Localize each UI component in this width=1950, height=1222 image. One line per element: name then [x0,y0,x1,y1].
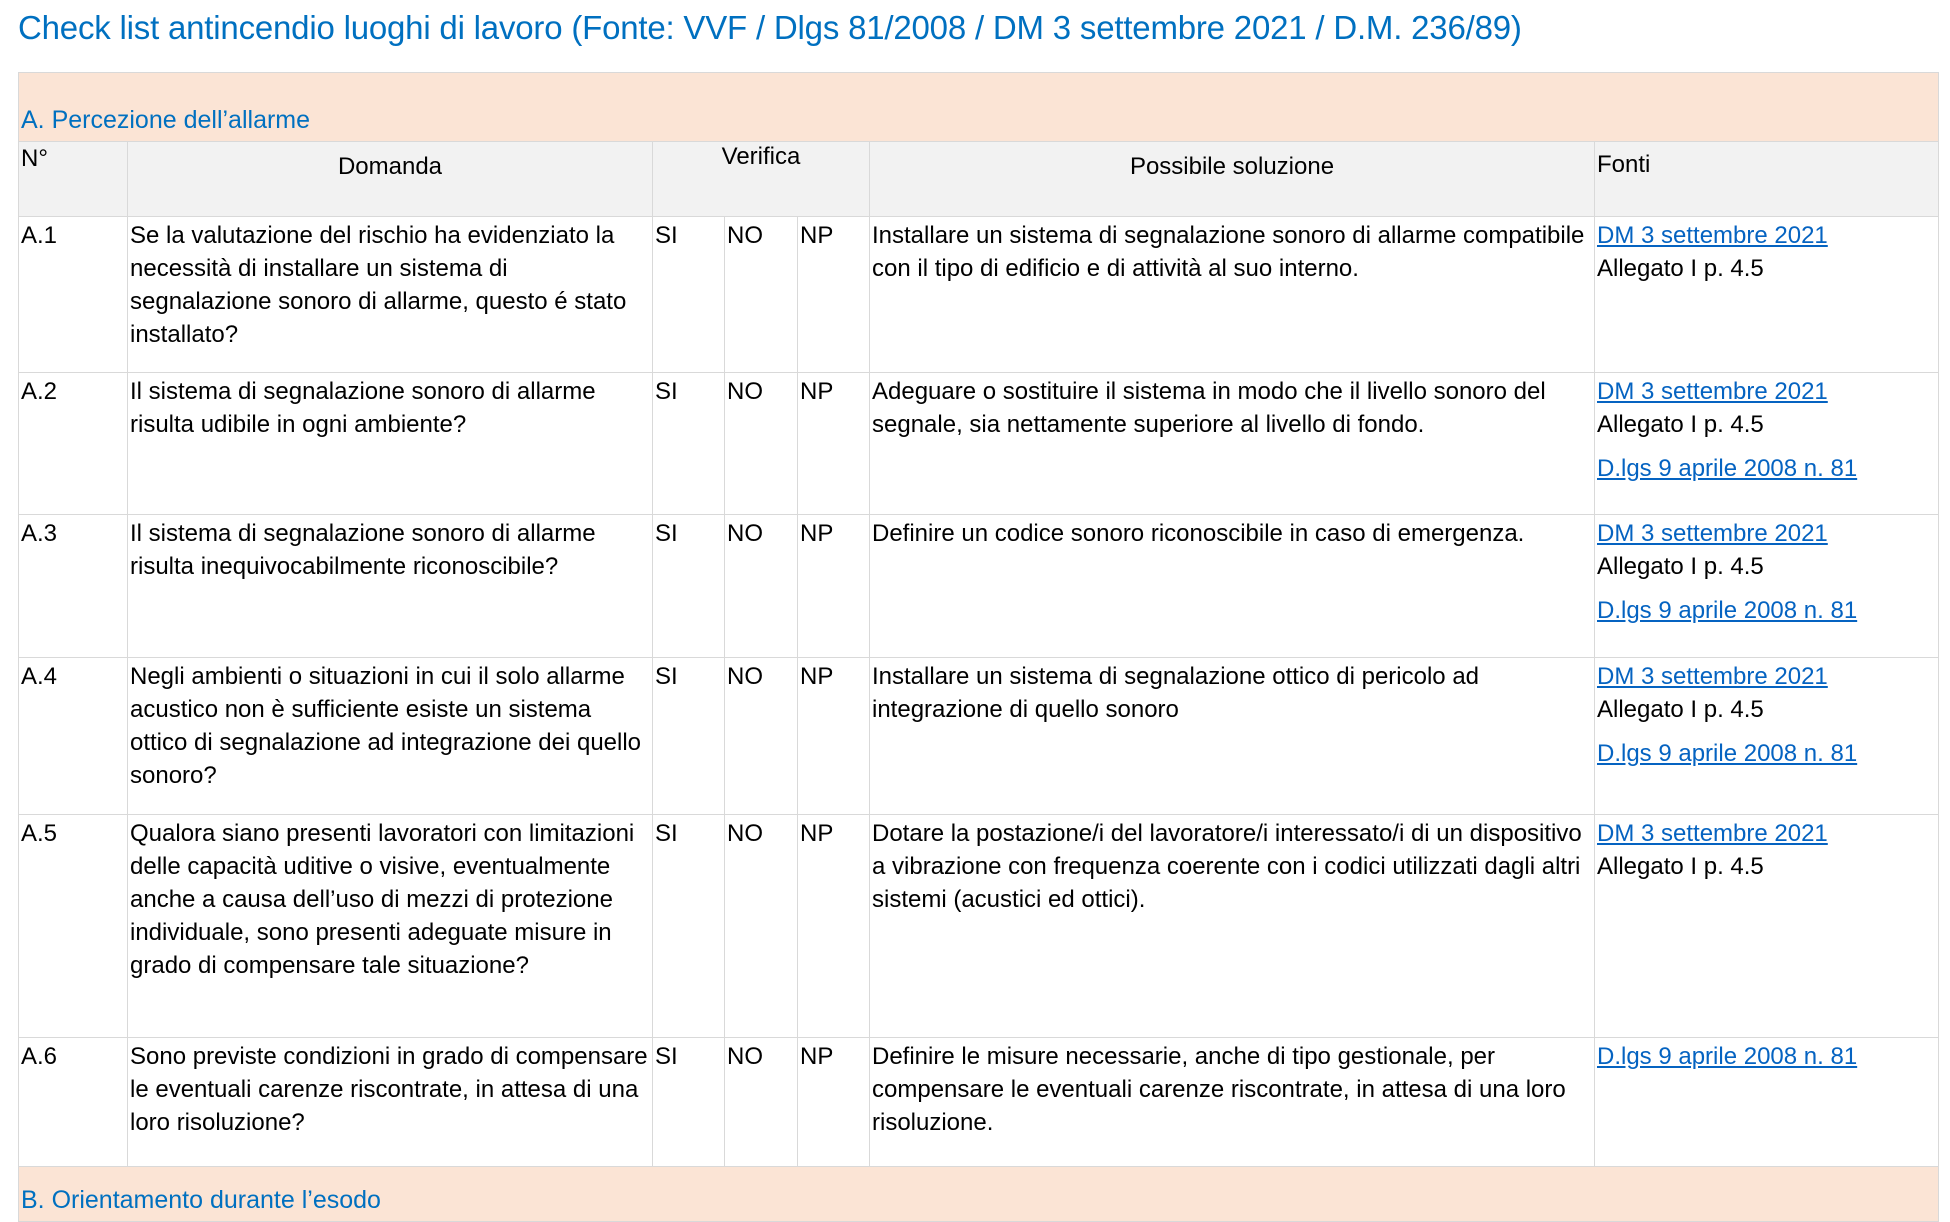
checklist-table [18,72,1939,1222]
section-title: A. Percezione dell’allarme [19,73,1939,142]
row-question: Qualora siano presenti lavoratori con limitazioni delle capacità uditive o visive, eventualmente anche a causa dell’uso di mezzi di protezione individuale, sono presenti adeguate misure in grado di compensare tale situazione? [128,815,653,1038]
row-sources [1595,1038,1939,1167]
option-no[interactable]: NO [725,515,798,658]
table-row [19,217,1939,373]
option-no[interactable]: NO [725,1038,798,1167]
row-question: Se la valutazione del rischio ha evidenziato la necessità di installare un sistema di segnalazione sonoro di allarme, questo é stato installato? [128,217,653,373]
header-number: N° [19,142,128,217]
source-note: Allegato I p. 4.5 [1597,853,1764,880]
row-sources [1595,658,1939,815]
header-question: Domanda [128,142,653,217]
source-link[interactable]: D.lgs 9 aprile 2008 n. 81 [1597,597,1858,624]
table-row [19,815,1939,1038]
row-id: A.3 [19,515,128,658]
row-sources [1595,217,1939,373]
option-si[interactable]: SI [653,658,725,815]
row-question: Negli ambienti o situazioni in cui il solo allarme acustico non è sufficiente esiste un sistema ottico di segnalazione ad integrazione dei quello sonoro? [128,658,653,815]
section-title: B. Orientamento durante l’esodo [19,1167,1939,1222]
row-solution: Installare un sistema di segnalazione sonoro di allarme compatibile con il tipo di edificio e di attività al suo interno. [870,217,1595,373]
row-solution: Installare un sistema di segnalazione ottico di pericolo ad integrazione di quello sonoro [870,658,1595,815]
option-np[interactable]: NP [798,373,870,515]
option-np[interactable]: NP [798,658,870,815]
option-np[interactable]: NP [798,815,870,1038]
section-header-b [19,1167,1939,1222]
source-note: Allegato I p. 4.5 [1597,411,1764,438]
row-id: A.5 [19,815,128,1038]
option-no[interactable]: NO [725,658,798,815]
option-np[interactable]: NP [798,1038,870,1167]
page-title: Check list antincendio luoghi di lavoro (Fonte: VVF / Dlgs 81/2008 / DM 3 settembre 2021 / D.M. 236/89) [18,9,1522,46]
row-id: A.6 [19,1038,128,1167]
source-link[interactable]: DM 3 settembre 2021 [1597,663,1828,690]
table-row [19,1038,1939,1167]
option-si[interactable]: SI [653,217,725,373]
table-header-row [19,142,1939,217]
row-question: Il sistema di segnalazione sonoro di allarme risulta inequivocabilmente riconoscibile? [128,515,653,658]
source-link[interactable]: DM 3 settembre 2021 [1597,820,1828,847]
table-row [19,658,1939,815]
row-solution: Definire un codice sonoro riconoscibile in caso di emergenza. [870,515,1595,658]
table-row [19,515,1939,658]
source-link[interactable]: D.lgs 9 aprile 2008 n. 81 [1597,455,1858,482]
option-np[interactable]: NP [798,217,870,373]
row-id: A.4 [19,658,128,815]
row-question: Sono previste condizioni in grado di compensare le eventuali carenze riscontrate, in attesa di una loro risoluzione? [128,1038,653,1167]
row-solution: Dotare la postazione/i del lavoratore/i interessato/i di un dispositivo a vibrazione con frequenza coerente con i codici utilizzati dagli altri sistemi (acustici ed ottici). [870,815,1595,1038]
row-sources [1595,815,1939,1038]
row-sources [1595,515,1939,658]
row-sources [1595,373,1939,515]
table-row [19,373,1939,515]
row-solution: Adeguare o sostituire il sistema in modo che il livello sonoro del segnale, sia nettamente superiore al livello di fondo. [870,373,1595,515]
source-link[interactable]: D.lgs 9 aprile 2008 n. 81 [1597,740,1858,767]
source-link[interactable]: DM 3 settembre 2021 [1597,520,1828,547]
source-note: Allegato I p. 4.5 [1597,255,1764,282]
option-si[interactable]: SI [653,815,725,1038]
option-si[interactable]: SI [653,515,725,658]
row-id: A.1 [19,217,128,373]
option-no[interactable]: NO [725,815,798,1038]
source-note: Allegato I p. 4.5 [1597,553,1764,580]
row-question: Il sistema di segnalazione sonoro di allarme risulta udibile in ogni ambiente? [128,373,653,515]
row-solution: Definire le misure necessarie, anche di tipo gestionale, per compensare le eventuali carenze riscontrate, in attesa di una loro risoluzione. [870,1038,1595,1167]
option-np[interactable]: NP [798,515,870,658]
source-note: Allegato I p. 4.5 [1597,696,1764,723]
header-solution: Possibile soluzione [870,142,1595,217]
option-si[interactable]: SI [653,1038,725,1167]
row-id: A.2 [19,373,128,515]
option-no[interactable]: NO [725,373,798,515]
option-no[interactable]: NO [725,217,798,373]
header-sources: Fonti [1595,142,1939,217]
source-link[interactable]: DM 3 settembre 2021 [1597,222,1828,249]
source-link[interactable]: D.lgs 9 aprile 2008 n. 81 [1597,1043,1858,1070]
source-link[interactable]: DM 3 settembre 2021 [1597,378,1828,405]
option-si[interactable]: SI [653,373,725,515]
section-header-a [19,73,1939,142]
header-check: Verifica [653,142,870,217]
